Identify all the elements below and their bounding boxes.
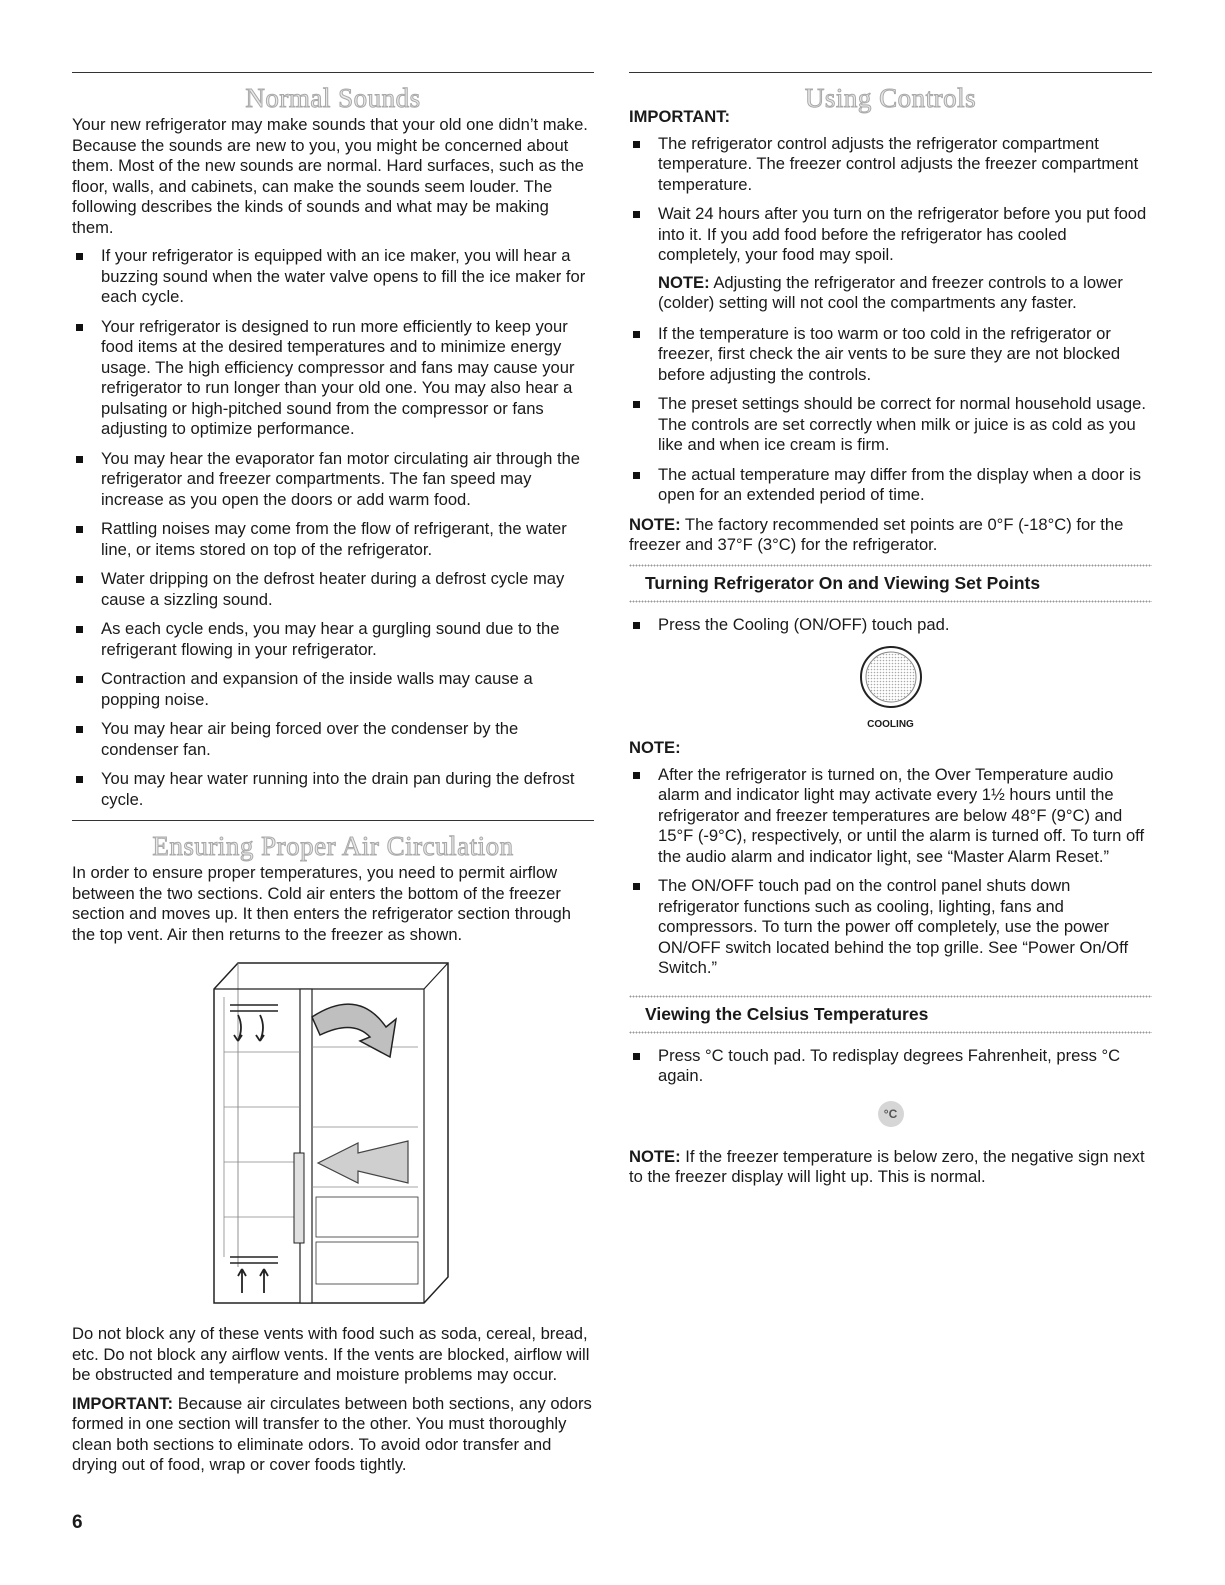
celsius-note (629, 1147, 1152, 1188)
important-label: IMPORTANT: (72, 1393, 174, 1413)
list-item: Contraction and expansion of the inside walls may cause a popping noise. (72, 669, 594, 710)
list-item: The ON/OFF touch pad on the control panel shuts down refrigerator functions such as cooling, lighting, fans and compressors. To turn the power off completely, use the power ON/OFF switch located behind the top grille. See “Power On/Off Switch.” (629, 876, 1152, 979)
celsius-touch-pad[interactable] (629, 1101, 1152, 1127)
cooling-touch-pad[interactable] (629, 644, 1152, 730)
turning-on-list (629, 615, 1152, 636)
important-text: Because air circulates between both sections, any odors formed in one section will transfer to the other. You must thoroughly clean both sections to eliminate odors. To avoid odor transfer and drying out of food, wrap or cover foods tightly. (72, 1393, 592, 1474)
turning-on-title: Turning Refrigerator On and Viewing Set Points (645, 572, 1041, 593)
note-text: Adjusting the refrigerator and freezer controls to a lower (colder) setting will not cool the compartments any faster. (658, 272, 1123, 312)
controls-list (629, 134, 1152, 266)
normal-sounds-title: Normal Sounds (245, 83, 421, 113)
list-item: Water dripping on the defrost heater during a defrost cycle may cause a sizzling sound. (72, 569, 594, 610)
list-item: The actual temperature may differ from the display when a door is open for an extended period of time. (629, 465, 1152, 506)
note-label: NOTE: (629, 514, 681, 534)
list-item: You may hear water running into the drain pan during the defrost cycle. (72, 769, 594, 810)
air-circulation-important (72, 1394, 594, 1476)
turning-on-note-list (629, 765, 1152, 979)
list-item: If the temperature is too warm or too cold in the refrigerator or freezer, first check the air vents to be sure they are not blocked before adjusting the controls. (629, 324, 1152, 386)
controls-inner-note (658, 273, 1152, 314)
list-item: The preset settings should be correct for normal household usage. The controls are set correctly when milk or juice is as cold as you like and when ice cream is firm. (629, 394, 1152, 456)
list-item: Press °C touch pad. To redisplay degrees Fahrenheit, press °C again. (629, 1046, 1152, 1087)
celsius-button-icon: °C (878, 1101, 904, 1127)
cooling-label: COOLING (867, 719, 914, 730)
air-circulation-intro: In order to ensure proper temperatures, you need to permit airflow between the two sections. Cold air enters the bottom of the freezer section and moves up. It then enters the refrigerator section through the top vent. Air then returns to the freezer as shown. (72, 863, 572, 944)
page-number: 6 (72, 1512, 83, 1533)
celsius-list (629, 1046, 1152, 1087)
airflow-diagram (72, 957, 594, 1312)
note-text: The factory recommended set points are 0°F (-18°C) for the freezer and 37°F (3°C) for the refrigerator. (629, 514, 1124, 554)
controls-note (629, 515, 1152, 556)
section-rule (72, 72, 594, 73)
list-item: Wait 24 hours after you turn on the refrigerator before you put food into it. If you add food before the refrigerator has cooled completely, your food may spoil. (629, 204, 1152, 266)
left-column (72, 72, 594, 1484)
list-item: Rattling noises may come from the flow of refrigerant, the water line, or items stored on top of the refrigerator. (72, 519, 594, 560)
normal-sounds-intro: Your new refrigerator may make sounds that your old one didn’t make. Because the sounds are new to you, you might be concerned about them. Most of the new sounds are normal. Hard surfaces, such as the floor, walls, and cabinets, can make the sounds seem louder. The following describes the kinds of sounds and what may be making them. (72, 115, 588, 237)
note-heading: NOTE: (629, 738, 681, 757)
list-item: Your refrigerator is designed to run more efficiently to keep your food items at the desired temperatures and to minimize energy usage. The high efficiency compressor and fans may cause your refrigerator to run longer than your old one. You may also hear a pulsating or high-pitched sound from the compressor or fans adjusting to optimize performance. (72, 317, 594, 440)
list-item: As each cycle ends, you may hear a gurgling sound due to the refrigerant flowing in your refrigerator. (72, 619, 594, 660)
list-item: You may hear the evaporator fan motor circulating air through the refrigerator and freezer compartments. The fan speed may increase as you open the doors or add warm food. (72, 449, 594, 511)
air-circulation-title: Ensuring Proper Air Circulation (152, 831, 514, 861)
celsius-title: Viewing the Celsius Temperatures (645, 1003, 929, 1024)
cooling-button-icon (858, 644, 924, 710)
dotted-rule (629, 1031, 1152, 1034)
controls-list-2 (629, 324, 1152, 506)
air-circulation-after: Do not block any of these vents with food such as soda, cereal, bread, etc. Do not block any airflow vents. If the vents are blocked, airflow will be obstructed and temperature and moisture problems may occur. (72, 1324, 590, 1384)
important-heading: IMPORTANT: (629, 107, 731, 126)
note-label: NOTE: (629, 1146, 681, 1166)
list-item: The refrigerator control adjusts the refrigerator compartment temperature. The freezer control adjusts the freezer compartment temperature. (629, 134, 1152, 196)
list-item: You may hear air being forced over the condenser by the condenser fan. (72, 719, 594, 760)
list-item: Press the Cooling (ON/OFF) touch pad. (629, 615, 1152, 636)
section-rule (72, 820, 594, 821)
note-text: If the freezer temperature is below zero, the negative sign next to the freezer display will light up. This is normal. (629, 1146, 1145, 1186)
list-item: If your refrigerator is equipped with an ice maker, you will hear a buzzing sound when the water valve opens to fill the ice maker for each cycle. (72, 246, 594, 308)
using-controls-title: Using Controls (804, 83, 977, 113)
normal-sounds-list (72, 246, 594, 810)
turning-on-subheading (629, 564, 1152, 603)
section-rule (629, 72, 1152, 73)
list-item: After the refrigerator is turned on, the Over Temperature audio alarm and indicator light may activate every 1½ hours until the refrigerator and freezer temperatures are below 48°F (9°C) and 15°F (-9°C), respectively, or until the alarm is turned off. To turn off the audio alarm and indicator light, see “Master Alarm Reset.” (629, 765, 1152, 868)
refrigerator-airflow-illustration (208, 957, 458, 1307)
right-column (629, 72, 1152, 1196)
note-label: NOTE: (658, 272, 710, 292)
dotted-rule (629, 600, 1152, 603)
celsius-subheading (629, 995, 1152, 1034)
